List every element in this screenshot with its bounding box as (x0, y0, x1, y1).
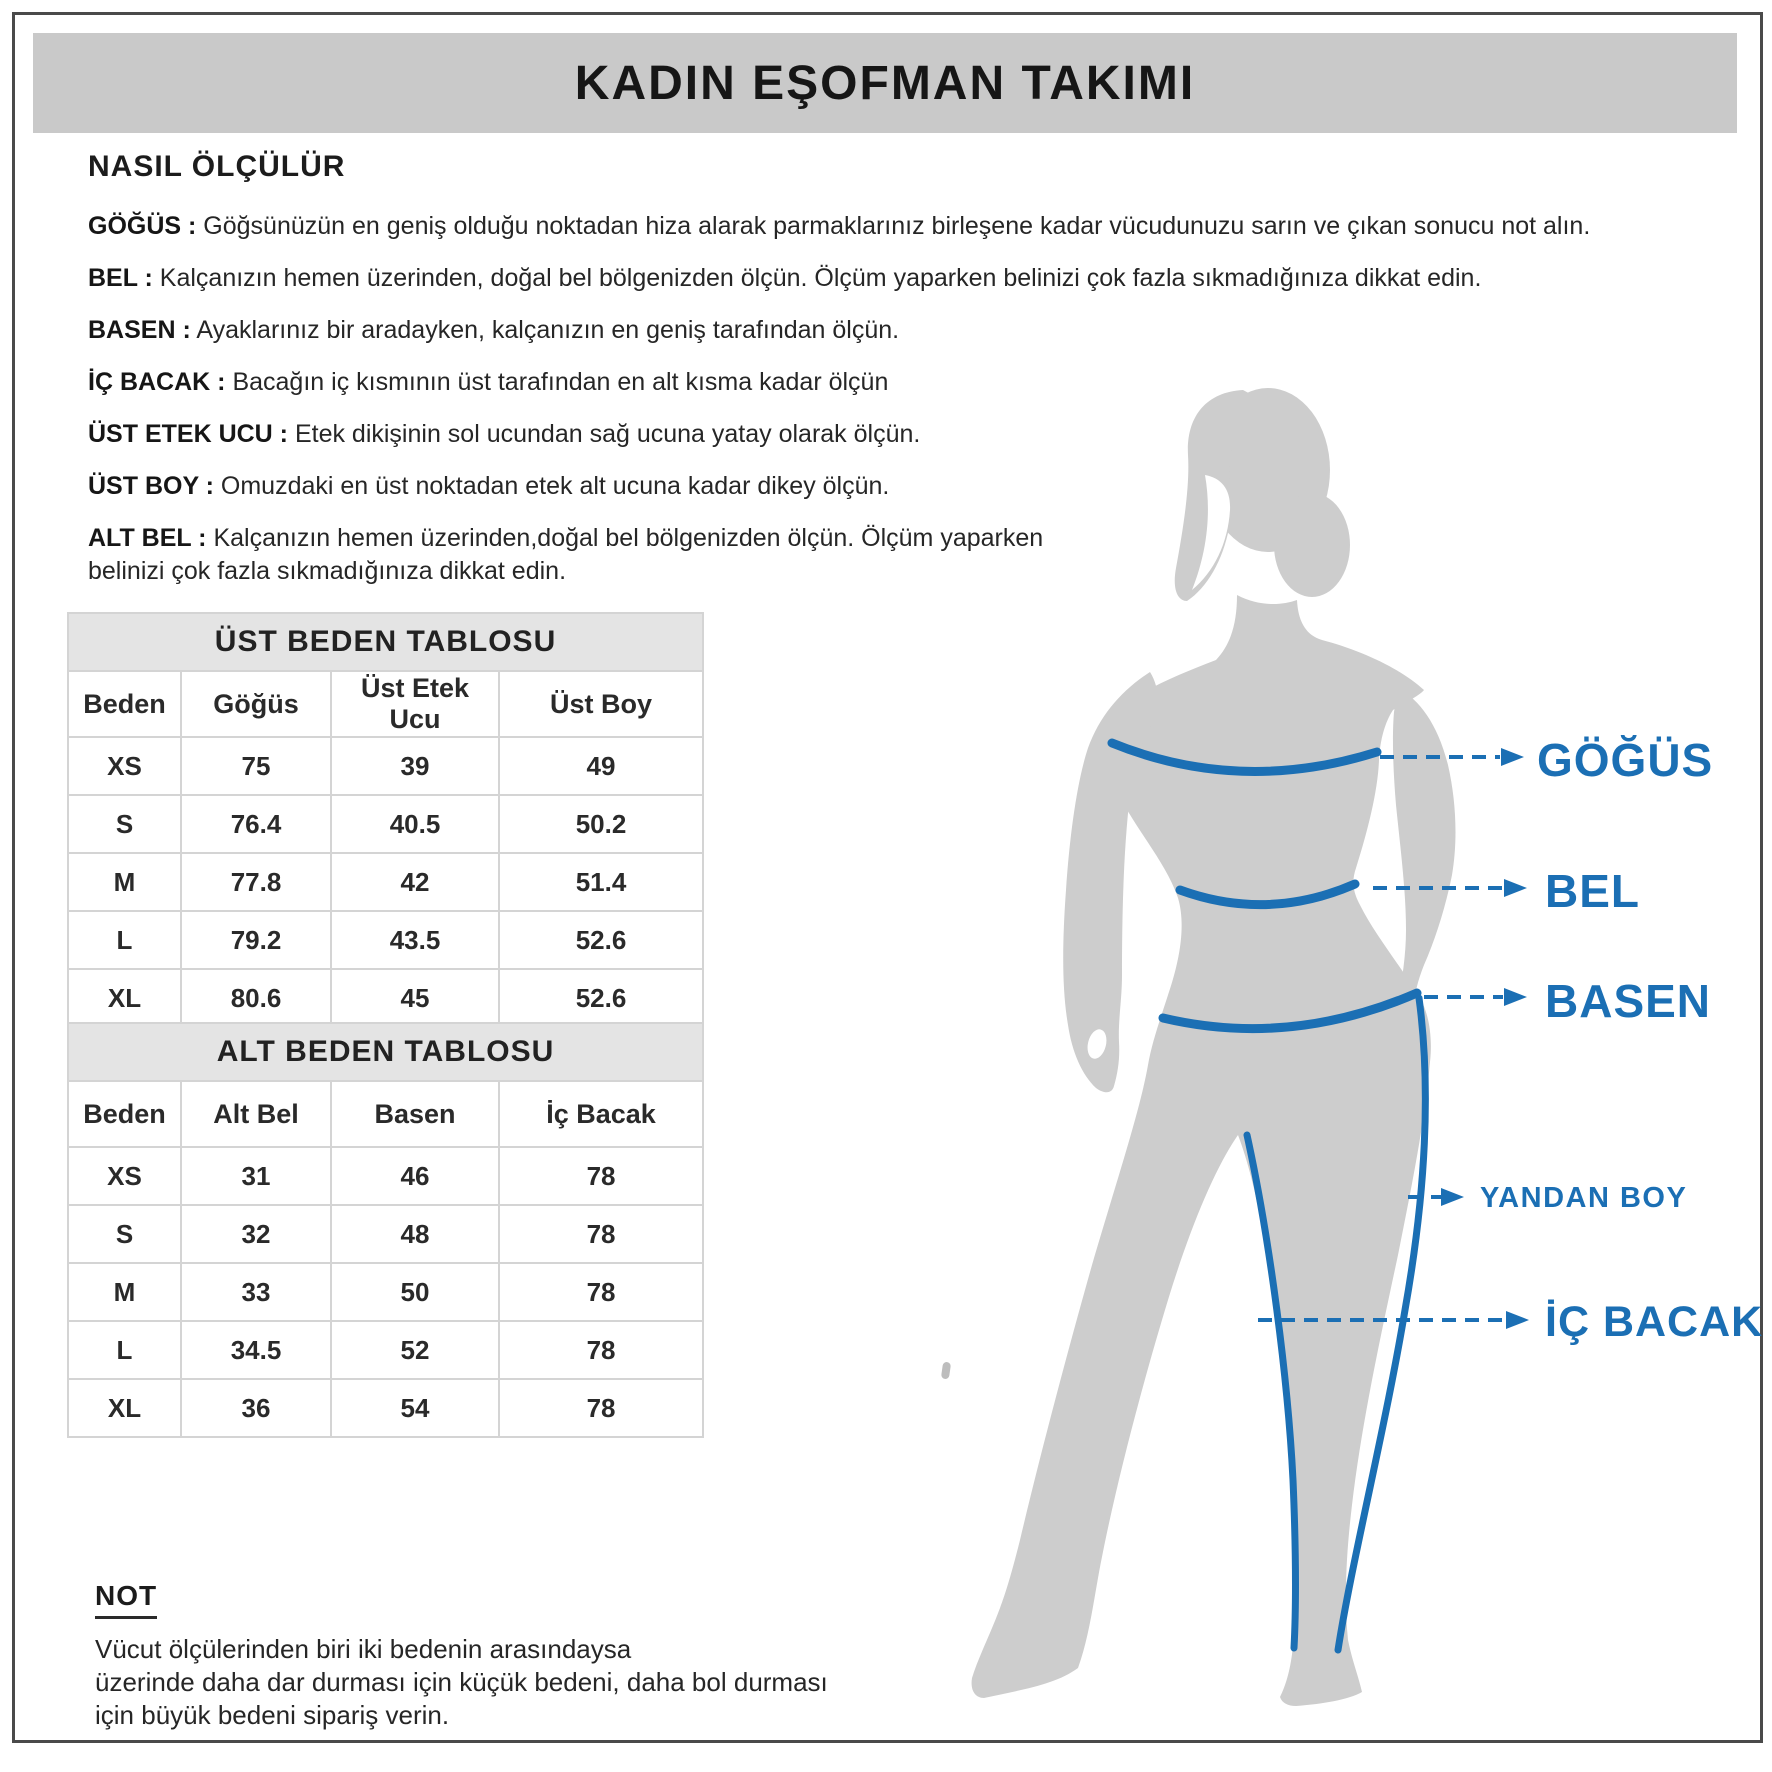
cell: 36 (181, 1379, 331, 1437)
cell: 40.5 (331, 795, 499, 853)
cell: XS (68, 1147, 181, 1205)
col-header: Üst Etek Ucu (331, 671, 499, 737)
table-row (68, 853, 703, 911)
note-line: için büyük bedeni sipariş verin. (95, 1700, 450, 1730)
measure-def-lowerwaist-label: ALT BEL : (88, 524, 207, 552)
table-row (68, 911, 703, 969)
cell: M (68, 1263, 181, 1321)
cell: 78 (499, 1379, 703, 1437)
measure-def-hem-text: Etek dikişinin sol ucundan sağ ucuna yatay olarak ölçün. (294, 420, 921, 448)
measure-def-chest (88, 210, 1728, 243)
body-silhouette-figure (880, 330, 1772, 1772)
silhouette-left-arm (1063, 672, 1158, 1092)
arrowhead-icon (1501, 748, 1524, 766)
note-line: üzerinde daha dar durması için küçük bedeni, daha bol durması (95, 1667, 828, 1697)
cell: 79.2 (181, 911, 331, 969)
note-line: Vücut ölçülerinden biri iki bedenin arasındaysa (95, 1634, 632, 1664)
table-row (68, 969, 703, 1027)
table-row (68, 737, 703, 795)
col-header: Basen (331, 1081, 499, 1147)
col-header: Göğüs (181, 671, 331, 737)
table-row (68, 795, 703, 853)
cell: 33 (181, 1263, 331, 1321)
measure-def-waist-label: BEL : (88, 264, 153, 292)
table-row (68, 1379, 703, 1437)
table-header-row (68, 671, 703, 737)
measure-def-waist-text: Kalçanızın hemen üzerinden, doğal bel bölgenizden ölçün. Ölçüm yaparken belinizi çok fazla sıkmadığınıza dikkat edin. (159, 264, 1482, 292)
cell: 31 (181, 1147, 331, 1205)
cell: 34.5 (181, 1321, 331, 1379)
arrowhead-icon (1504, 879, 1527, 897)
cell: 75 (181, 737, 331, 795)
cell: 52.6 (499, 911, 703, 969)
hip-measure-label: BASEN (1545, 975, 1712, 1027)
cell: 48 (331, 1205, 499, 1263)
cell: 42 (331, 853, 499, 911)
measure-def-inseam-text: Bacağın iç kısmının üst tarafından en alt kısma kadar ölçün (232, 368, 889, 396)
measure-def-chest-text: Göğsünüzün en geniş olduğu noktadan hiza alarak parmaklarınız birleşene kadar vücudunuzu sarın ve çıkan sonucu not alın. (203, 212, 1591, 240)
lower-table-title: ALT BEDEN TABLOSU (68, 1023, 703, 1081)
cell: S (68, 795, 181, 853)
cell: 78 (499, 1147, 703, 1205)
cell: 32 (181, 1205, 331, 1263)
lower-size-table (67, 1022, 704, 1438)
inseam-measure-label: İÇ BACAK (1545, 1298, 1764, 1346)
measure-def-waist (88, 262, 1728, 295)
cell: XL (68, 1379, 181, 1437)
how-to-measure-heading: NASIL ÖLÇÜLÜR (88, 150, 346, 183)
cell: 50 (331, 1263, 499, 1321)
cell: L (68, 1321, 181, 1379)
cell: 78 (499, 1263, 703, 1321)
col-header: Beden (68, 671, 181, 737)
arrowhead-icon (1506, 1311, 1529, 1329)
cell: 76.4 (181, 795, 331, 853)
table-header-row (68, 1081, 703, 1147)
measure-def-hem-label: ÜST ETEK UCU : (88, 420, 288, 448)
cell: 80.6 (181, 969, 331, 1027)
table-row (68, 1205, 703, 1263)
arrowhead-icon (1441, 1188, 1464, 1206)
upper-size-table (67, 612, 704, 1028)
cell: 51.4 (499, 853, 703, 911)
cell: M (68, 853, 181, 911)
cell: 77.8 (181, 853, 331, 911)
cell: 46 (331, 1147, 499, 1205)
measure-def-toplength-text: Omuzdaki en üst noktadan etek alt ucuna kadar dikey ölçün. (220, 472, 890, 500)
header-banner (33, 33, 1737, 133)
waist-measure-label: BEL (1545, 865, 1640, 917)
cell: 52.6 (499, 969, 703, 1027)
measure-def-inseam-label: İÇ BACAK : (88, 368, 226, 396)
note-heading: NOT (95, 1580, 157, 1619)
cell: XL (68, 969, 181, 1027)
measure-def-toplength-label: ÜST BOY : (88, 472, 214, 500)
note-section (95, 1580, 995, 1732)
measure-def-hip-text: Ayaklarınız bir aradayken, kalçanızın en geniş tarafından ölçün. (196, 316, 900, 344)
side-length-measure-label: YANDAN BOY (1480, 1182, 1688, 1214)
cell: 43.5 (331, 911, 499, 969)
col-header: Üst Boy (499, 671, 703, 737)
col-header: İç Bacak (499, 1081, 703, 1147)
page-title: KADIN EŞOFMAN TAKIMI (574, 56, 1196, 110)
cell: 52 (331, 1321, 499, 1379)
upper-table-title: ÜST BEDEN TABLOSU (68, 613, 703, 671)
cell: S (68, 1205, 181, 1263)
silhouette-right-arm (1393, 688, 1456, 1008)
measure-def-hip-label: BASEN : (88, 316, 191, 344)
measure-def-chest-label: GÖĞÜS : (88, 212, 197, 240)
col-header: Alt Bel (181, 1081, 331, 1147)
arrowhead-icon (1504, 988, 1527, 1006)
chest-measure-label: GÖĞÜS (1537, 734, 1714, 786)
cell: 78 (499, 1205, 703, 1263)
cell: 50.2 (499, 795, 703, 853)
measure-def-lowerwaist-text: Kalçanızın hemen üzerinden,doğal bel bölgenizden ölçün. Ölçüm yaparken belinizi çok fazla sıkmadığınıza dikkat edin. (88, 524, 1044, 585)
cell: 54 (331, 1379, 499, 1437)
table-row (68, 1147, 703, 1205)
cell: L (68, 911, 181, 969)
table-row (68, 1321, 703, 1379)
cell: 45 (331, 969, 499, 1027)
table-row (68, 1263, 703, 1321)
cell: 39 (331, 737, 499, 795)
cell: 49 (499, 737, 703, 795)
cell: XS (68, 737, 181, 795)
cell: 78 (499, 1321, 703, 1379)
col-header: Beden (68, 1081, 181, 1147)
